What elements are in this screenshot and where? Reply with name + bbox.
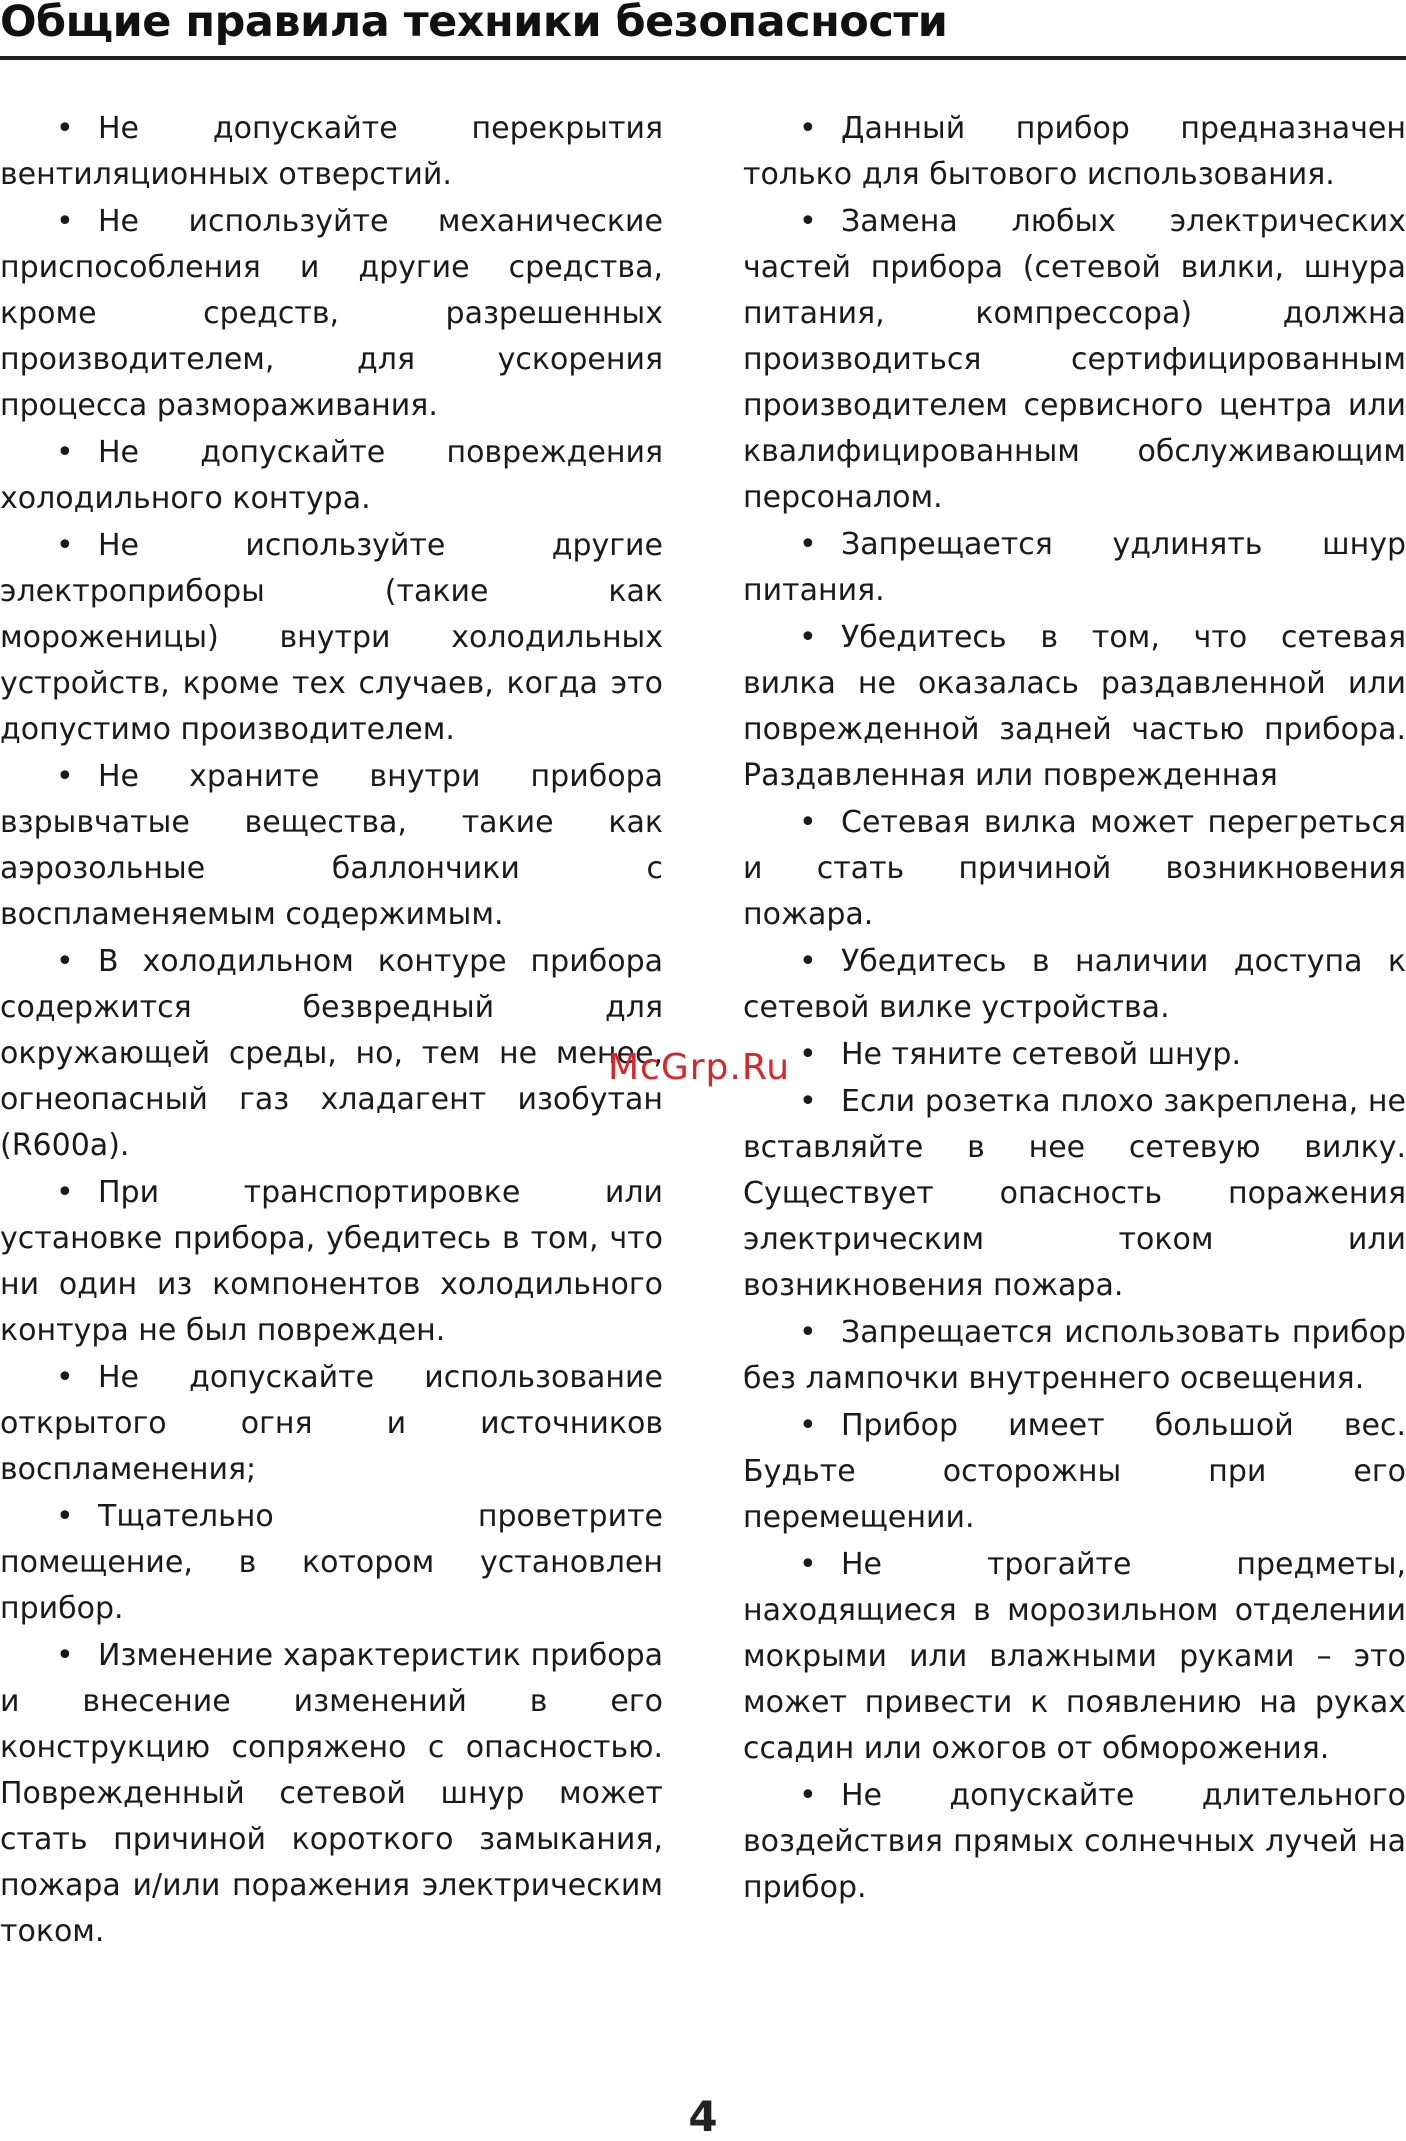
bullet-icon: • <box>799 1547 817 1582</box>
safety-rule-item <box>743 1032 1406 1078</box>
safety-rule-item <box>743 1773 1406 1911</box>
safety-rule-item <box>743 1079 1406 1309</box>
safety-rule-item <box>743 615 1406 799</box>
safety-rule-item <box>0 1355 663 1493</box>
safety-rule-item <box>0 106 663 198</box>
bullet-icon: • <box>56 528 74 563</box>
safety-rule-text: Замена любых электрических частей прибора (сетевой вилки, шнура питания, компрессора) должна производиться сертифицированным производителем сервисного центра или квалифицированным обслуживающим персоналом. <box>743 204 1406 515</box>
bullet-icon: • <box>56 1360 74 1395</box>
safety-rule-text: Не допускайте использование открытого огня и источников воспламенения; <box>0 1360 663 1487</box>
safety-rule-item <box>743 1310 1406 1402</box>
safety-rule-text: Не допускайте повреждения холодильного контура. <box>0 435 663 516</box>
left-column <box>0 106 663 1956</box>
safety-rule-item <box>0 754 663 938</box>
bullet-icon: • <box>799 1315 817 1350</box>
safety-rule-item <box>743 106 1406 198</box>
safety-rule-text: Изменение характеристик прибора и внесение изменений в его конструкцию сопряжено с опасностью. Поврежденный сетевой шнур может стать причиной короткого замыкания, пожара и/или поражения электрическим током. <box>0 1638 663 1949</box>
safety-rule-text: Прибор имеет большой вес. Будьте осторожны при его перемещении. <box>743 1408 1406 1535</box>
bullet-icon: • <box>799 944 817 979</box>
safety-rule-item <box>743 1542 1406 1772</box>
safety-rule-text: Тщательно проветрите помещение, в котором установлен прибор. <box>0 1499 663 1626</box>
safety-rule-item <box>0 939 663 1169</box>
safety-rule-text: В холодильном контуре прибора содержится безвредный для окружающей среды, но, тем не менее, огнеопасный газ хладагент изобутан (R600a). <box>0 944 663 1163</box>
safety-rule-item <box>743 939 1406 1031</box>
safety-rule-text: Запрещается удлинять шнур питания. <box>743 527 1406 608</box>
safety-rule-text: Не допускайте перекрытия вентиляционных отверстий. <box>0 111 663 192</box>
safety-rule-text: Убедитесь в том, что сетевая вилка не оказалась раздавленной или поврежденной задней частью прибора. Раздавленная или поврежденная <box>743 620 1406 793</box>
safety-rule-item <box>743 199 1406 521</box>
safety-rule-item <box>743 800 1406 938</box>
bullet-icon: • <box>799 620 817 655</box>
safety-rule-text: При транспортировке или установке прибора, убедитесь в том, что ни один из компонентов холодильного контура не был поврежден. <box>0 1175 663 1348</box>
watermark: McGrp.Ru <box>608 1047 791 1088</box>
bullet-icon: • <box>56 1175 74 1210</box>
bullet-icon: • <box>799 527 817 562</box>
page-number: 4 <box>688 2092 718 2141</box>
bullet-icon: • <box>799 1084 817 1119</box>
safety-rule-item <box>0 1494 663 1632</box>
safety-rule-text: Не тяните сетевой шнур. <box>841 1037 1242 1072</box>
bullet-icon: • <box>799 1778 817 1813</box>
safety-rule-text: Данный прибор предназначен только для бытового использования. <box>743 111 1406 192</box>
bullet-icon: • <box>799 805 817 840</box>
safety-rule-text: Не трогайте предметы, находящиеся в морозильном отделении мокрыми или влажными руками – это может привести к появлению на руках ссадин или ожогов от обморожения. <box>743 1547 1406 1766</box>
bullet-icon: • <box>56 1638 74 1673</box>
safety-rule-item <box>743 522 1406 614</box>
bullet-icon: • <box>56 1499 74 1534</box>
safety-rule-text: Сетевая вилка может перегреться и стать причиной возникновения пожара. <box>743 805 1406 932</box>
bullet-icon: • <box>56 204 74 239</box>
bullet-icon: • <box>56 111 74 146</box>
bullet-icon: • <box>56 944 74 979</box>
bullet-icon: • <box>799 204 817 239</box>
safety-rule-text: Если розетка плохо закреплена, не вставляйте в нее сетевую вилку. Существует опасность поражения электрическим током или возникновения пожара. <box>743 1084 1406 1303</box>
right-column <box>743 106 1406 1912</box>
safety-rule-text: Не храните внутри прибора взрывчатые вещества, такие как аэрозольные баллончики с воспламеняемым содержимым. <box>0 759 663 932</box>
page-title: Общие правила техники безопасности <box>0 0 948 47</box>
bullet-icon: • <box>56 759 74 794</box>
bullet-icon: • <box>56 435 74 470</box>
bullet-icon: • <box>799 111 817 146</box>
safety-rule-item <box>0 199 663 429</box>
safety-rule-text: Запрещается использовать прибор без лампочки внутреннего освещения. <box>743 1315 1406 1396</box>
title-divider <box>0 56 1406 60</box>
bullet-icon: • <box>799 1037 817 1072</box>
safety-rule-item <box>743 1403 1406 1541</box>
safety-rule-item <box>0 523 663 753</box>
safety-rule-item <box>0 430 663 522</box>
safety-rule-text: Не используйте механические приспособления и другие средства, кроме средств, разрешенных производителем, для ускорения процесса размораживания. <box>0 204 663 423</box>
safety-rule-text: Убедитесь в наличии доступа к сетевой вилке устройства. <box>743 944 1406 1025</box>
safety-rule-item <box>0 1170 663 1354</box>
bullet-icon: • <box>799 1408 817 1443</box>
safety-rule-item <box>0 1633 663 1955</box>
safety-rule-text: Не используйте другие электроприборы (такие как мороженицы) внутри холодильных устройств, кроме тех случаев, когда это допустимо производителем. <box>0 528 663 747</box>
safety-rule-text: Не допускайте длительного воздействия прямых солнечных лучей на прибор. <box>743 1778 1406 1905</box>
